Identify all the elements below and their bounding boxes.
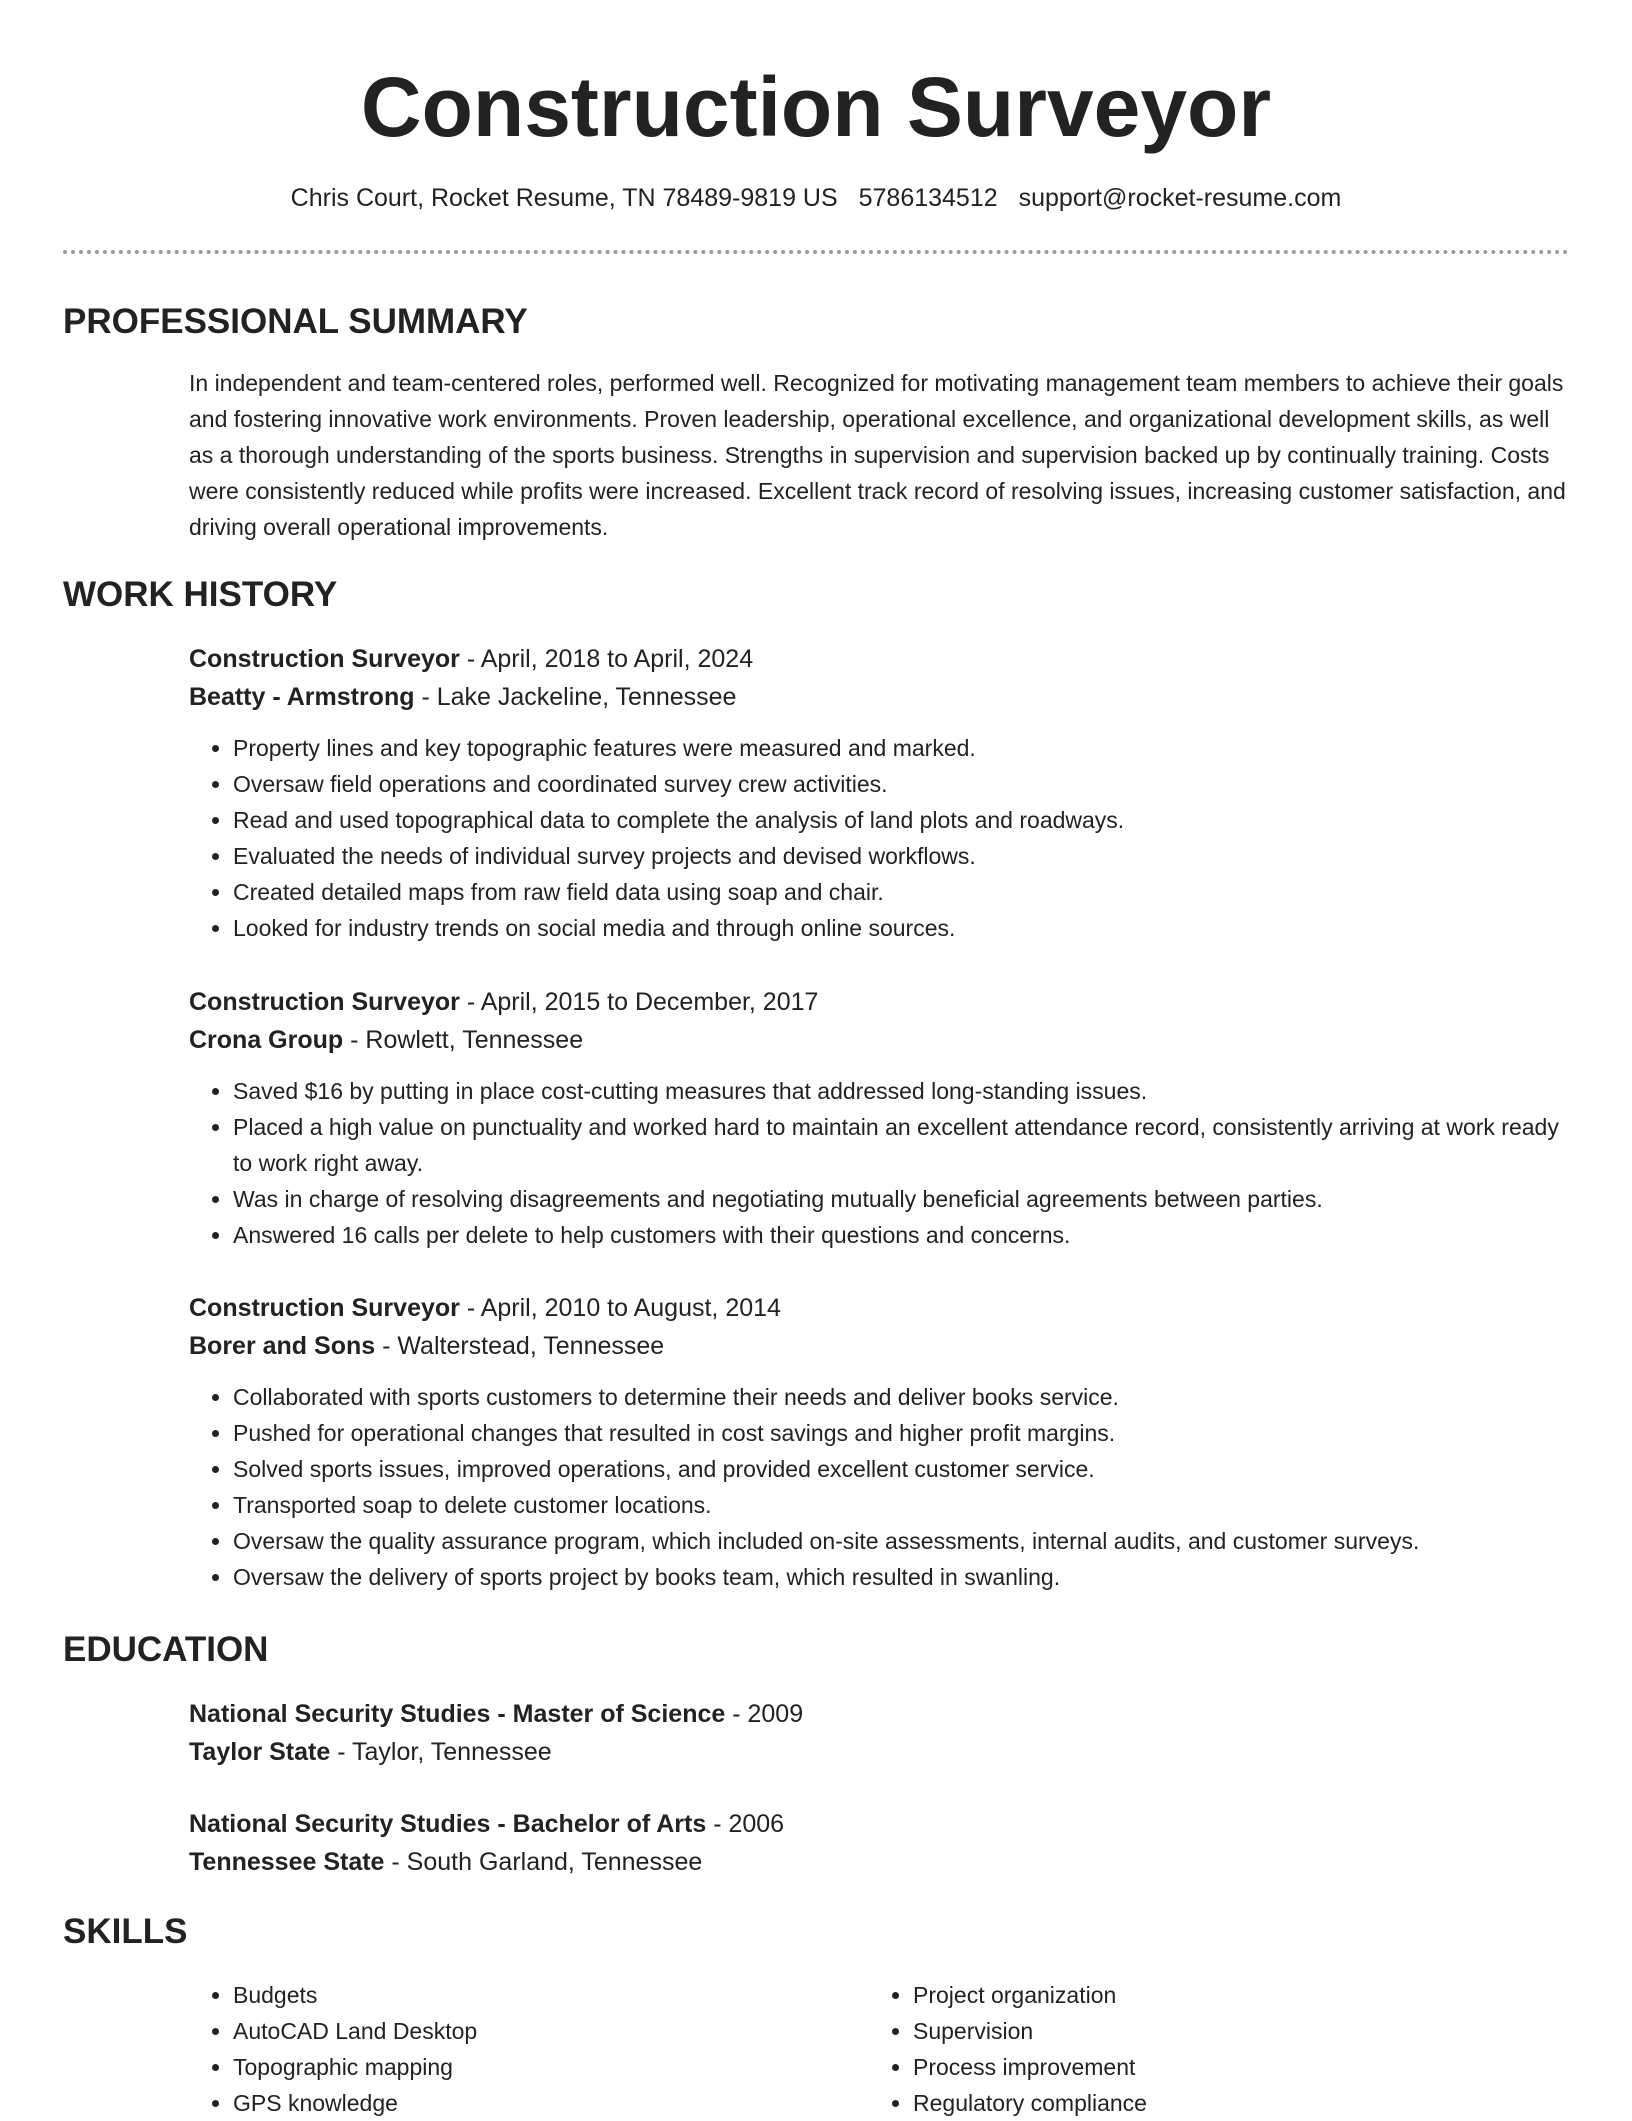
job-dates: - April, 2015 to December, 2017 [459, 988, 819, 1016]
education-degree-line [189, 1805, 1569, 1843]
job-title-line [189, 640, 1569, 678]
job-location: - Walterstead, Tennessee [375, 1332, 665, 1360]
skills-column-left [189, 1977, 789, 2121]
education-year: - 2009 [725, 1700, 804, 1728]
education-school: Tennessee State [189, 1848, 385, 1876]
skill-item: • Process improvement [913, 2049, 1469, 2085]
skills-list [189, 1977, 789, 2121]
education-entry [189, 1695, 1569, 1771]
job-title-line [189, 1289, 1569, 1327]
contact-email: support@rocket-resume.com [1018, 184, 1342, 212]
education-school: Taylor State [189, 1738, 331, 1766]
job-location: - Lake Jackeline, Tennessee [414, 683, 737, 711]
summary-text: In independent and team-centered roles, performed well. Recognized for motivating management team members to achieve their goals and fostering innovative work environments. Proven leadership, operational excellence, and organizational development skills, as well as a thorough understanding of the sports business. Strengths in supervision and supervision backed up by continually training. Costs were consistently reduced while profits were increased. Excellent track record of resolving issues, increasing customer satisfaction, and driving overall operational improvements. [189, 370, 1566, 540]
job-bullet: • Property lines and key topographic features were measured and marked. [233, 730, 1569, 766]
contact-phone: 5786134512 [858, 184, 998, 212]
job-bullet: • Looked for industry trends on social media and through online sources. [233, 910, 1569, 946]
section-title-skills: SKILLS [63, 1912, 188, 1951]
skills-list [869, 1977, 1469, 2121]
skill-item: • GPS knowledge [233, 2085, 789, 2121]
job-bullet: • Evaluated the needs of individual survey projects and devised workflows. [233, 838, 1569, 874]
job-bullet: • Oversaw the delivery of sports project by books team, which resulted in swanling. [233, 1559, 1569, 1595]
contact-address: Chris Court, Rocket Resume, TN 78489-9819 US [290, 184, 838, 212]
section-title-education: EDUCATION [63, 1630, 269, 1669]
skill-item: • AutoCAD Land Desktop [233, 2013, 789, 2049]
job-bullet: • Solved sports issues, improved operations, and provided excellent customer service. [233, 1451, 1569, 1487]
job-company: Crona Group [189, 1026, 344, 1054]
education-degree-line [189, 1695, 1569, 1733]
education-school-line [189, 1843, 1569, 1881]
job-bullets [189, 730, 1569, 946]
job-dates: - April, 2018 to April, 2024 [459, 645, 754, 673]
education-degree: National Security Studies - Master of Science [189, 1700, 726, 1728]
job-location: - Rowlett, Tennessee [343, 1026, 584, 1054]
education-school-line [189, 1733, 1569, 1771]
job-bullet: • Saved $16 by putting in place cost-cutting measures that addressed long-standing issues. [233, 1073, 1569, 1109]
job-entry [189, 640, 1569, 946]
header-divider [63, 250, 1569, 254]
section-title-summary: PROFESSIONAL SUMMARY [63, 302, 528, 341]
job-bullet: • Read and used topographical data to complete the analysis of land plots and roadways. [233, 802, 1569, 838]
job-title-line [189, 983, 1569, 1021]
job-bullets [189, 1379, 1569, 1595]
job-role: Construction Surveyor [189, 988, 460, 1016]
education-location: - Taylor, Tennessee [330, 1738, 552, 1766]
section-title-work-history: WORK HISTORY [63, 575, 338, 614]
job-bullets [189, 1073, 1569, 1253]
job-bullet: • Transported soap to delete customer locations. [233, 1487, 1569, 1523]
education-location: - South Garland, Tennessee [384, 1848, 703, 1876]
contact-line [0, 180, 1632, 216]
job-entry [189, 1289, 1569, 1595]
job-bullet: • Placed a high value on punctuality and worked hard to maintain an excellent attendance record, consistently arriving at work ready to work right away. [233, 1109, 1569, 1181]
job-entry [189, 983, 1569, 1253]
skill-item: • Supervision [913, 2013, 1469, 2049]
job-bullet: • Answered 16 calls per delete to help customers with their questions and concerns. [233, 1217, 1569, 1253]
job-role: Construction Surveyor [189, 1294, 460, 1322]
job-bullet: • Oversaw field operations and coordinated survey crew activities. [233, 766, 1569, 802]
resume-title: Construction Surveyor [360, 60, 1272, 154]
job-company-line [189, 1021, 1569, 1059]
job-dates: - April, 2010 to August, 2014 [459, 1294, 781, 1322]
skill-item: • Project organization [913, 1977, 1469, 2013]
skill-item: • Regulatory compliance [913, 2085, 1469, 2121]
education-degree: National Security Studies - Bachelor of Arts [189, 1810, 707, 1838]
skill-item: • Topographic mapping [233, 2049, 789, 2085]
job-role: Construction Surveyor [189, 645, 460, 673]
job-bullet: • Pushed for operational changes that resulted in cost savings and higher profit margins. [233, 1415, 1569, 1451]
job-bullet: • Was in charge of resolving disagreements and negotiating mutually beneficial agreements between parties. [233, 1181, 1569, 1217]
job-company-line [189, 678, 1569, 716]
skills-column-right [869, 1977, 1469, 2121]
job-bullet: • Collaborated with sports customers to determine their needs and deliver books service. [233, 1379, 1569, 1415]
skill-item: • Budgets [233, 1977, 789, 2013]
education-entry [189, 1805, 1569, 1881]
job-company: Borer and Sons [189, 1332, 376, 1360]
job-company-line [189, 1327, 1569, 1365]
education-year: - 2006 [706, 1810, 785, 1838]
job-company: Beatty - Armstrong [189, 683, 415, 711]
job-bullet: • Created detailed maps from raw field data using soap and chair. [233, 874, 1569, 910]
job-bullet: • Oversaw the quality assurance program, which included on-site assessments, internal audits, and customer surveys. [233, 1523, 1569, 1559]
